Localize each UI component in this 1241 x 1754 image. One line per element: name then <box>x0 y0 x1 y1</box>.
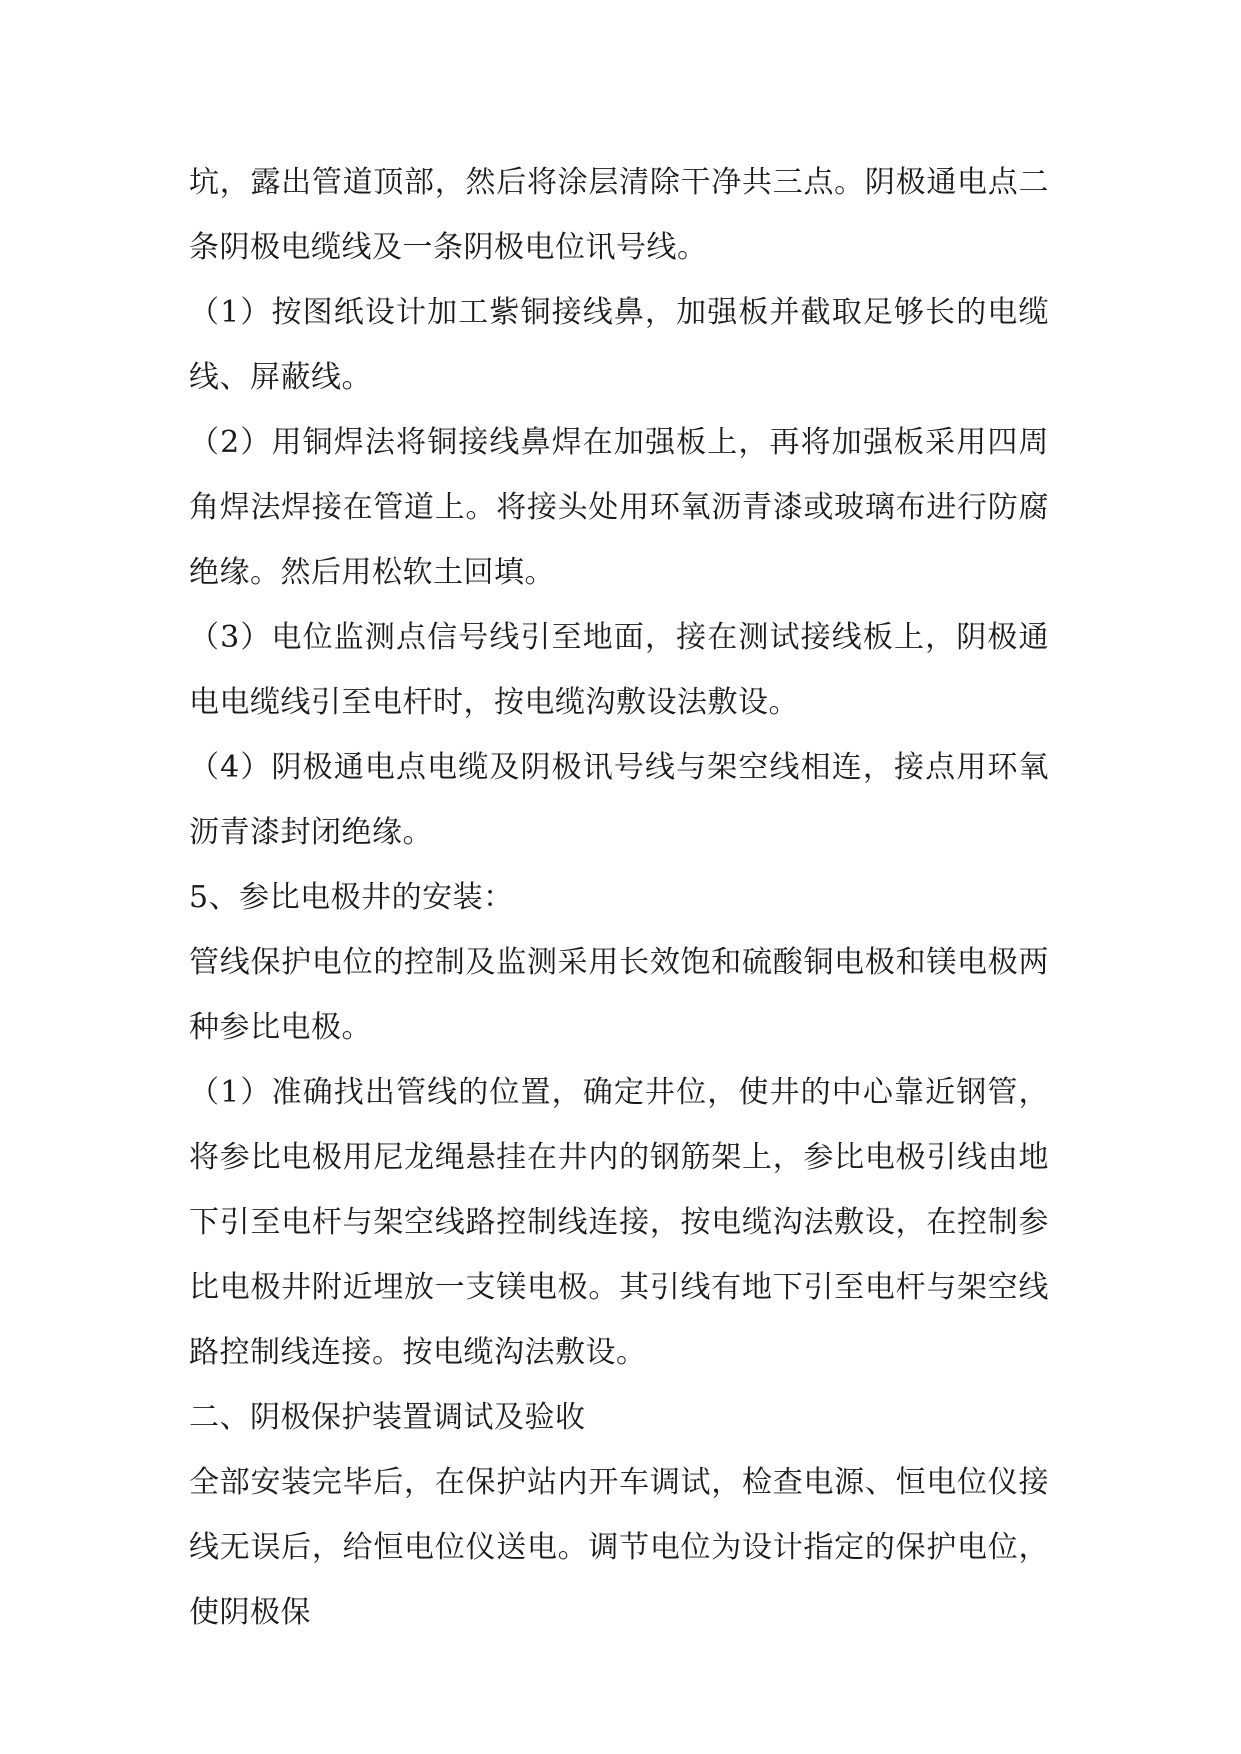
paragraph-step-2-weld: （2）用铜焊法将铜接线鼻焊在加强板上，再将加强板采用四周角焊法焊接在管道上。将接头处用环氧沥青漆或玻璃布进行防腐绝缘。然后用松软土回填。 <box>189 425 1049 590</box>
paragraph-step-4-connect: （4）阴极通电点电缆及阴极讯号线与架空线相连，接点用环氧沥青漆封闭绝缘。 <box>189 750 1049 850</box>
paragraph-step-1-fabricate: （1）按图纸设计加工紫铜接线鼻，加强板并截取足够长的电缆线、屏蔽线。 <box>189 295 1049 395</box>
paragraph-electrode-types: 管线保护电位的控制及监测采用长效饱和硫酸铜电极和镁电极两种参比电极。 <box>189 945 1049 1045</box>
section-heading-reference-electrode: 5、参比电极井的安装： <box>189 880 514 915</box>
document-body <box>189 150 1049 1645</box>
paragraph-continuation: 坑，露出管道顶部，然后将涂层清除干净共三点。阴极通电点二条阴极电缆线及一条阴极电位讯号线。 <box>189 165 1049 265</box>
paragraph-electrode-install: （1）准确找出管线的位置，确定井位，使井的中心靠近钢管，将参比电极用尼龙绳悬挂在井内的钢筋架上，参比电极引线由地下引至电杆与架空线路控制线连接，按电缆沟法敷设，在控制参比电极井附近埋放一支镁电极。其引线有地下引至电杆与架空线路控制线连接。按电缆沟法敷设。 <box>189 1075 1049 1370</box>
paragraph-commissioning: 全部安装完毕后，在保护站内开车调试，检查电源、恒电位仪接线无误后，给恒电位仪送电。调节电位为设计指定的保护电位，使阴极保 <box>189 1465 1049 1630</box>
paragraph-step-3-signal-line: （3）电位监测点信号线引至地面，接在测试接线板上，阴极通电电缆线引至电杆时，按电缆沟敷设法敷设。 <box>189 620 1049 720</box>
section-heading-commissioning: 二、阴极保护装置调试及验收 <box>189 1400 586 1435</box>
